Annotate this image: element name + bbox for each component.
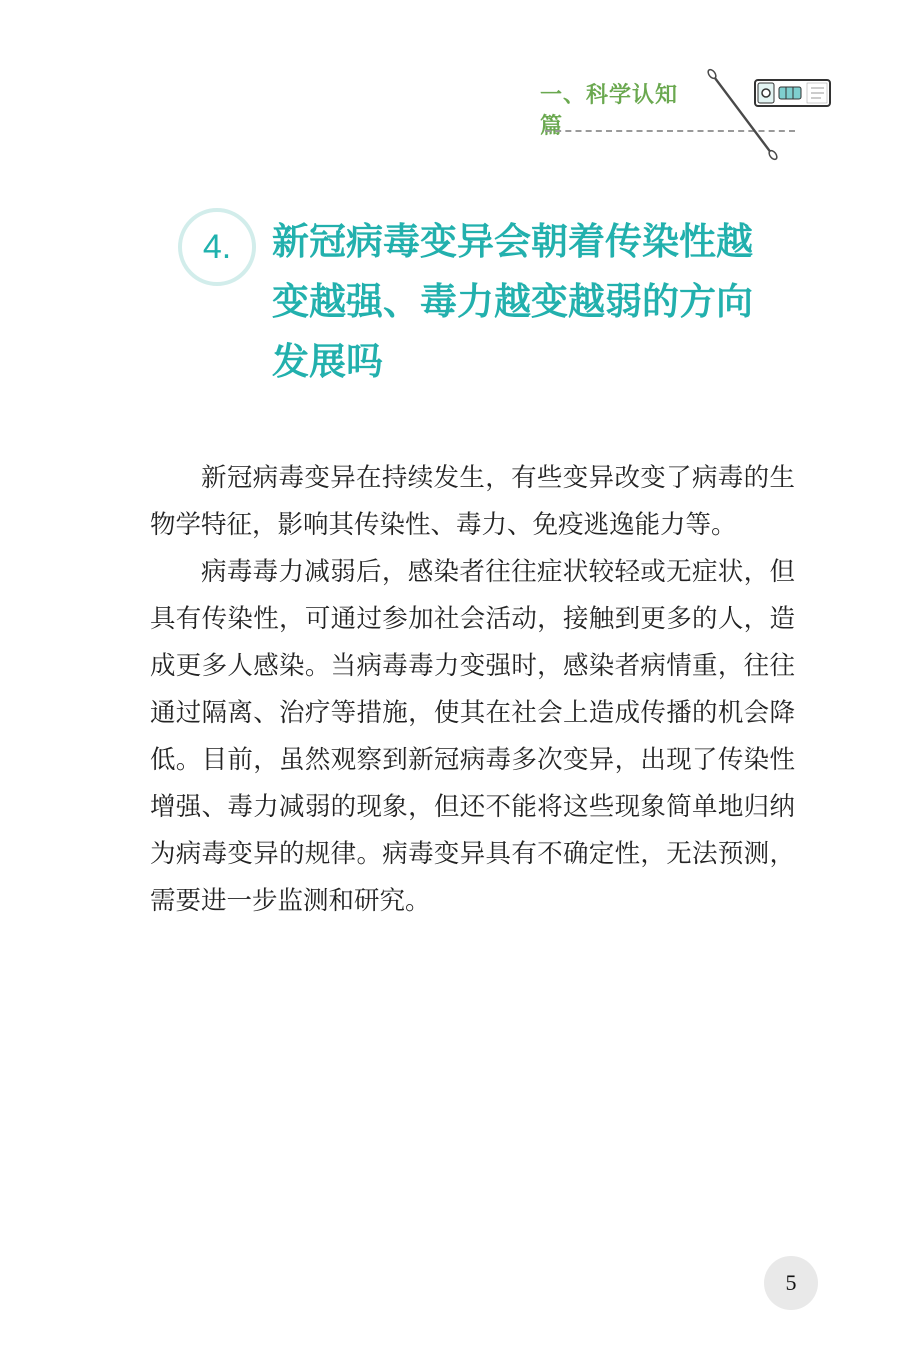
page-number-badge xyxy=(764,1256,818,1310)
paragraph: 病毒毒力减弱后，感染者往往症状较轻或无症状，但具有传染性，可通过参加社会活动，接触到更多的人，造成更多人感染。当病毒毒力变强时，感染者病情重，往往通过隔离、治疗等措施，使其在社会上造成传播的机会降低。目前，虽然观察到新冠病毒多次变异，出现了传染性增强、毒力减弱的现象，但还不能将这些现象简单地归纳为病毒变异的规律。病毒变异具有不确定性，无法预测，需要进一步监测和研究。 xyxy=(150,557,795,916)
question-title xyxy=(272,212,832,392)
question-title-line: 新冠病毒变异会朝着传染性越 xyxy=(272,220,753,263)
swab-and-test-kit-icon xyxy=(700,66,840,166)
question-number: 4. xyxy=(202,227,232,266)
section-header-title: 一、科学认知篇 xyxy=(540,83,679,139)
question-number-badge xyxy=(178,208,256,286)
paragraph: 新冠病毒变异在持续发生，有些变异改变了病毒的生物学特征，影响其传染性、毒力、免疫逃逸能力等。 xyxy=(150,463,795,540)
answer-body xyxy=(150,455,795,925)
question-title-line: 变越强、毒力越变越弱的方向 xyxy=(272,280,753,323)
question-title-line: 发展吗 xyxy=(272,340,383,383)
page-number: 5 xyxy=(785,1270,797,1295)
